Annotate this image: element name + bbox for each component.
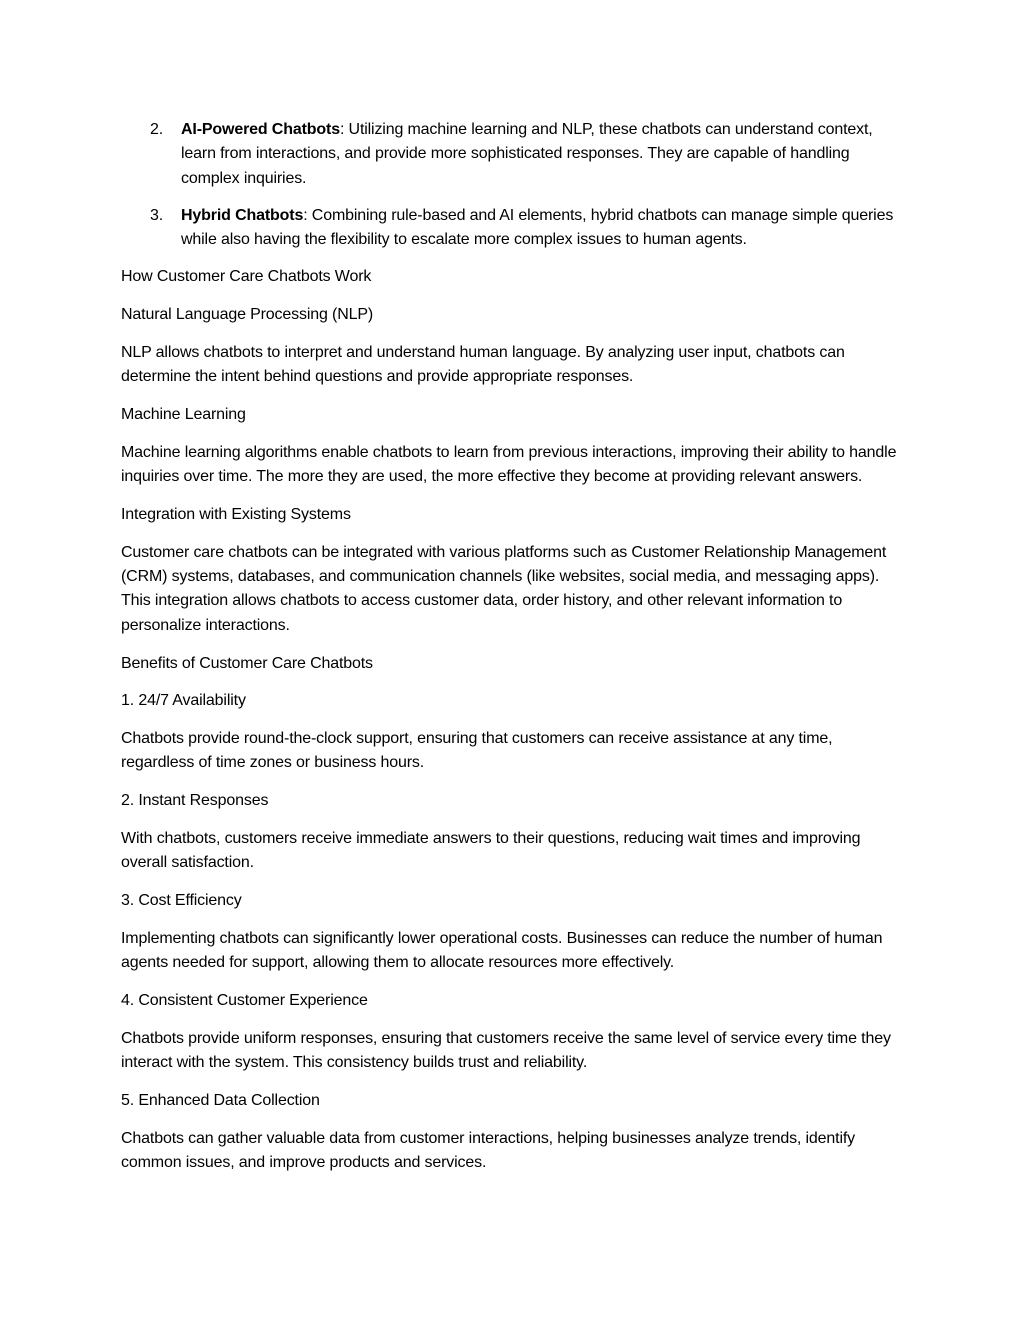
subheading-nlp: Natural Language Processing (NLP) — [121, 306, 374, 324]
subheading-integration: Integration with Existing Systems — [121, 506, 351, 524]
list-text — [181, 207, 893, 248]
list-item-hybrid — [121, 204, 905, 253]
subheading-data-collection: 5. Enhanced Data Collection — [121, 1091, 320, 1109]
list-item-description: : Utilizing machine learning and NLP, these chatbots can understand context, learn from interactions, and provide more sophisticated responses. They are capable of handling complex inquiries. — [181, 121, 873, 187]
subheading-cost-efficiency: 3. Cost Efficiency — [121, 892, 242, 910]
list-item-ai-powered — [121, 118, 905, 191]
subheading-availability: 1. 24/7 Availability — [121, 692, 246, 710]
document-body — [121, 118, 905, 1189]
paragraph-nlp: NLP allows chatbots to interpret and understand human language. By analyzing user input, chatbots can determine the intent behind questions and provide appropriate responses. — [121, 344, 845, 386]
paragraph-machine-learning: Machine learning algorithms enable chatbots to learn from previous interactions, improving their ability to handle inquiries over time. The more they are used, the more effective they become at providing relevant answers. — [121, 443, 897, 486]
list-item-title: Hybrid Chatbots — [181, 206, 304, 224]
section-heading-how-it-works: How Customer Care Chatbots Work — [121, 268, 372, 286]
paragraph-availability: Chatbots provide round-the-clock support, ensuring that customers can receive assistance at any time, regardless of time zones or business hours. — [121, 730, 833, 772]
subheading-instant-responses: 2. Instant Responses — [121, 792, 269, 810]
paragraph-instant-responses: With chatbots, customers receive immediate answers to their questions, reducing wait times and improving overall satisfaction. — [121, 830, 861, 872]
paragraph-integration: Customer care chatbots can be integrated with various platforms such as Customer Relationship Management (CRM) systems, databases, and communication channels (like websites, social media, and messaging apps). This integration allows chatbots to access customer data, order history, and other relevant information to personalize interactions. — [121, 543, 887, 634]
paragraph-cost-efficiency: Implementing chatbots can significantly lower operational costs. Businesses can reduce the number of human agents needed for support, allowing them to allocate resources more effectively. — [121, 929, 883, 972]
paragraph-data-collection: Chatbots can gather valuable data from customer interactions, helping businesses analyze trends, identify common issues, and improve products and services. — [121, 1129, 856, 1171]
subheading-machine-learning: Machine Learning — [121, 406, 246, 424]
list-number: 3. — [150, 206, 164, 224]
paragraph-consistent-experience: Chatbots provide uniform responses, ensuring that customers receive the same level of service every time they interact with the system. This consistency builds trust and reliability. — [121, 1029, 891, 1072]
list-text — [181, 121, 873, 187]
subheading-consistent-experience: 4. Consistent Customer Experience — [121, 992, 368, 1010]
list-item-title: AI-Powered Chatbots — [181, 121, 340, 138]
section-heading-benefits: Benefits of Customer Care Chatbots — [121, 654, 373, 672]
list-item-description: : Combining rule-based and AI elements, hybrid chatbots can manage simple queries while also having the flexibility to escalate more complex issues to human agents. — [181, 206, 894, 249]
list-number: 2. — [150, 121, 164, 138]
